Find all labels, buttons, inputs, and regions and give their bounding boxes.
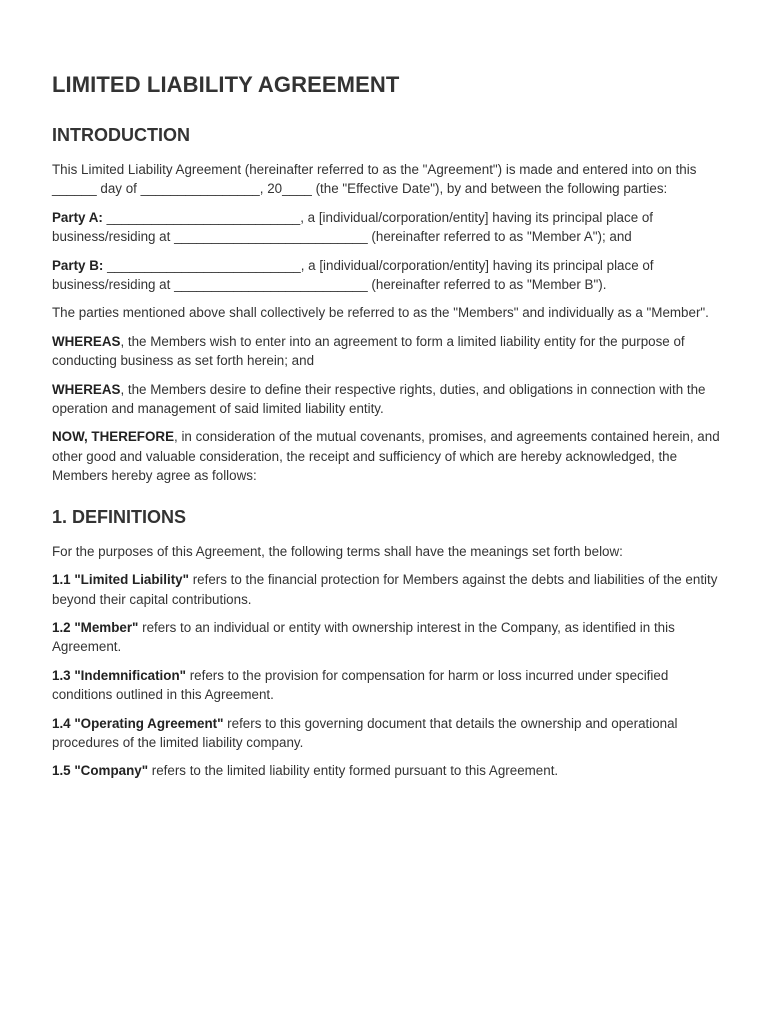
now-therefore-paragraph [52, 427, 730, 485]
whereas-text-1: , the Members wish to enter into an agreement to form a limited liability entity for the purpose of conducting business as set forth herein; and [52, 333, 685, 369]
definition-item [52, 618, 730, 657]
definition-item [52, 666, 730, 705]
now-therefore-label: NOW, THEREFORE [52, 429, 175, 445]
party-a-label: Party A: [52, 209, 103, 225]
document-title: LIMITED LIABILITY AGREEMENT [52, 72, 400, 97]
definition-term: 1.3 "Indemnification" [52, 667, 186, 683]
whereas-paragraph-2 [52, 380, 730, 419]
opening-paragraph: This Limited Liability Agreement (hereinafter referred to as the "Agreement") is made and entered into on this ______ day of ________________, 20____ (the "Effective Date"), by and between the following parties: [52, 162, 697, 197]
definition-text: refers to the provision for compensation for harm or loss incurred under specified conditions outlined in this Agreement. [52, 667, 669, 703]
whereas-paragraph-1 [52, 332, 730, 371]
definition-item [52, 761, 730, 780]
definitions-heading: 1. DEFINITIONS [52, 506, 187, 527]
definition-item [52, 570, 730, 609]
party-b-label: Party B: [52, 257, 104, 273]
whereas-label-2: WHEREAS [52, 381, 121, 397]
definition-term: 1.1 "Limited Liability" [52, 572, 189, 588]
definition-item [52, 714, 730, 753]
party-a-paragraph [52, 208, 730, 247]
definition-term: 1.2 "Member" [52, 619, 139, 635]
definition-text: refers to the financial protection for Members against the debts and liabilities of the entity beyond their capital contributions. [52, 572, 718, 607]
whereas-text-2: , the Members desire to define their respective rights, duties, and obligations in connection with the operation and management of said limited liability entity. [52, 381, 706, 417]
collective-paragraph: The parties mentioned above shall collectively be referred to as the "Members" and individually as a "Member". [52, 305, 709, 321]
definition-text: refers to an individual or entity with ownership interest in the Company, as identified in this Agreement. [52, 619, 675, 655]
definition-text: refers to this governing document that details the ownership and operational procedures of the limited liability company. [52, 715, 678, 750]
introduction-heading: INTRODUCTION [52, 125, 190, 145]
definitions-intro: For the purposes of this Agreement, the following terms shall have the meanings set forth below: [52, 543, 623, 559]
definition-term: 1.5 "Company" [52, 763, 149, 779]
whereas-label-1: WHEREAS [52, 333, 121, 349]
now-therefore-text: , in consideration of the mutual covenants, promises, and agreements contained herein, and other good and valuable consideration, the receipt and sufficiency of which are hereby acknowledged, the Members hereby agree as follows: [52, 429, 720, 484]
party-a-text: __________________________, a [individual/corporation/entity] having its principal place of business/residing at __________________________ (hereinafter referred to as "Member A"); and [52, 209, 654, 245]
party-b-paragraph [52, 256, 730, 295]
definition-text: refers to the limited liability entity formed pursuant to this Agreement. [148, 763, 559, 779]
party-b-text: __________________________, a [individual/corporation/entity] having its principal place of business/residing at __________________________ (hereinafter referred to as "Member B"). [52, 257, 654, 293]
definition-term: 1.4 "Operating Agreement" [52, 715, 224, 731]
